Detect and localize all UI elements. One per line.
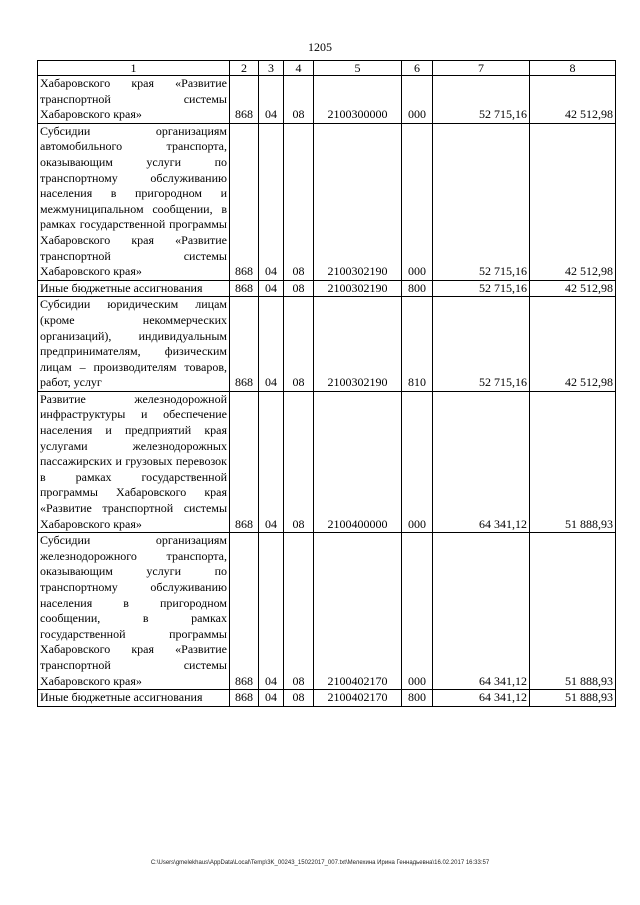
row-subsection-code: 08 [284,76,314,124]
row-target-code: 2100400000 [314,391,402,532]
header-col-7: 7 [433,61,530,76]
header-col-4: 4 [284,61,314,76]
table-row [38,123,616,280]
row-section-code: 04 [259,76,284,124]
row-section-code: 04 [259,280,284,297]
row-amount-actual: 51 888,93 [530,690,616,707]
row-expense-type: 800 [402,280,433,297]
row-ministry-code: 868 [230,690,259,707]
table-header-row [38,61,616,76]
row-subsection-code: 08 [284,690,314,707]
row-target-code: 2100402170 [314,690,402,707]
row-amount-actual: 42 512,98 [530,280,616,297]
row-ministry-code: 868 [230,297,259,392]
row-amount-planned: 64 341,12 [433,533,530,690]
header-col-6: 6 [402,61,433,76]
header-col-8: 8 [530,61,616,76]
header-col-1: 1 [38,61,230,76]
row-target-code: 2100300000 [314,76,402,124]
row-amount-actual: 51 888,93 [530,391,616,532]
budget-table [37,60,616,707]
table-row [38,690,616,707]
table-row [38,391,616,532]
row-ministry-code: 868 [230,533,259,690]
row-section-code: 04 [259,391,284,532]
row-description: Иные бюджетные ассигнования [38,690,230,707]
row-subsection-code: 08 [284,297,314,392]
row-expense-type: 810 [402,297,433,392]
row-description: Субсидии юридическим лицам (кроме некоммерческих организаций), индивидуальным предпринимателям, физическим лицам – производителям товаров, работ, услуг [38,297,230,392]
row-description: Иные бюджетные ассигнования [38,280,230,297]
row-subsection-code: 08 [284,123,314,280]
row-ministry-code: 868 [230,123,259,280]
row-amount-actual: 51 888,93 [530,533,616,690]
row-section-code: 04 [259,297,284,392]
row-amount-planned: 64 341,12 [433,690,530,707]
row-subsection-code: 08 [284,533,314,690]
row-description: Хабаровского края «Развитие транспортной системы Хабаровского края» [38,76,230,124]
row-section-code: 04 [259,533,284,690]
row-expense-type: 000 [402,533,433,690]
table-row [38,533,616,690]
header-col-5: 5 [314,61,402,76]
row-expense-type: 000 [402,391,433,532]
file-path-footer: C:\Users\gmelekhaus\AppData\Local\Temp\3K_00243_15022017_007.txt\Мелехина Ирина Геннадьевна\16.02.2017 16:33:57 [150,860,490,866]
row-ministry-code: 868 [230,280,259,297]
row-description: Субсидии организациям железнодорожного транспорта, оказывающим услуги по транспортному обслуживанию населения в пригородном сообщении, в рамках государственной программы Хабаровского края «Развитие транспортной системы Хабаровского края» [38,533,230,690]
row-section-code: 04 [259,123,284,280]
row-expense-type: 000 [402,76,433,124]
row-target-code: 2100302190 [314,280,402,297]
row-subsection-code: 08 [284,280,314,297]
row-amount-planned: 52 715,16 [433,123,530,280]
row-amount-planned: 52 715,16 [433,280,530,297]
row-expense-type: 800 [402,690,433,707]
row-ministry-code: 868 [230,391,259,532]
header-col-2: 2 [230,61,259,76]
row-amount-planned: 64 341,12 [433,391,530,532]
row-amount-actual: 42 512,98 [530,123,616,280]
table-row [38,297,616,392]
row-section-code: 04 [259,690,284,707]
row-description: Развитие железнодорожной инфраструктуры и обеспечение населения и предприятий края услугами железнодорожных пассажирских и грузовых перевозок в рамках государственной программы Хабаровского края «Развитие транспортной системы Хабаровского края» [38,391,230,532]
table-row [38,280,616,297]
row-amount-actual: 42 512,98 [530,297,616,392]
row-target-code: 2100302190 [314,123,402,280]
row-amount-planned: 52 715,16 [433,76,530,124]
row-subsection-code: 08 [284,391,314,532]
page-number: 1205 [308,40,332,54]
row-description: Субсидии организациям автомобильного транспорта, оказывающим услуги по транспортному обслуживанию населения в пригородном и межмуниципальном сообщении, в рамках государственной программы Хабаровского края «Развитие транспортной системы Хабаровского края» [38,123,230,280]
row-amount-actual: 42 512,98 [530,76,616,124]
row-target-code: 2100302190 [314,297,402,392]
header-col-3: 3 [259,61,284,76]
row-amount-planned: 52 715,16 [433,297,530,392]
row-ministry-code: 868 [230,76,259,124]
row-target-code: 2100402170 [314,533,402,690]
table-row [38,76,616,124]
row-expense-type: 000 [402,123,433,280]
